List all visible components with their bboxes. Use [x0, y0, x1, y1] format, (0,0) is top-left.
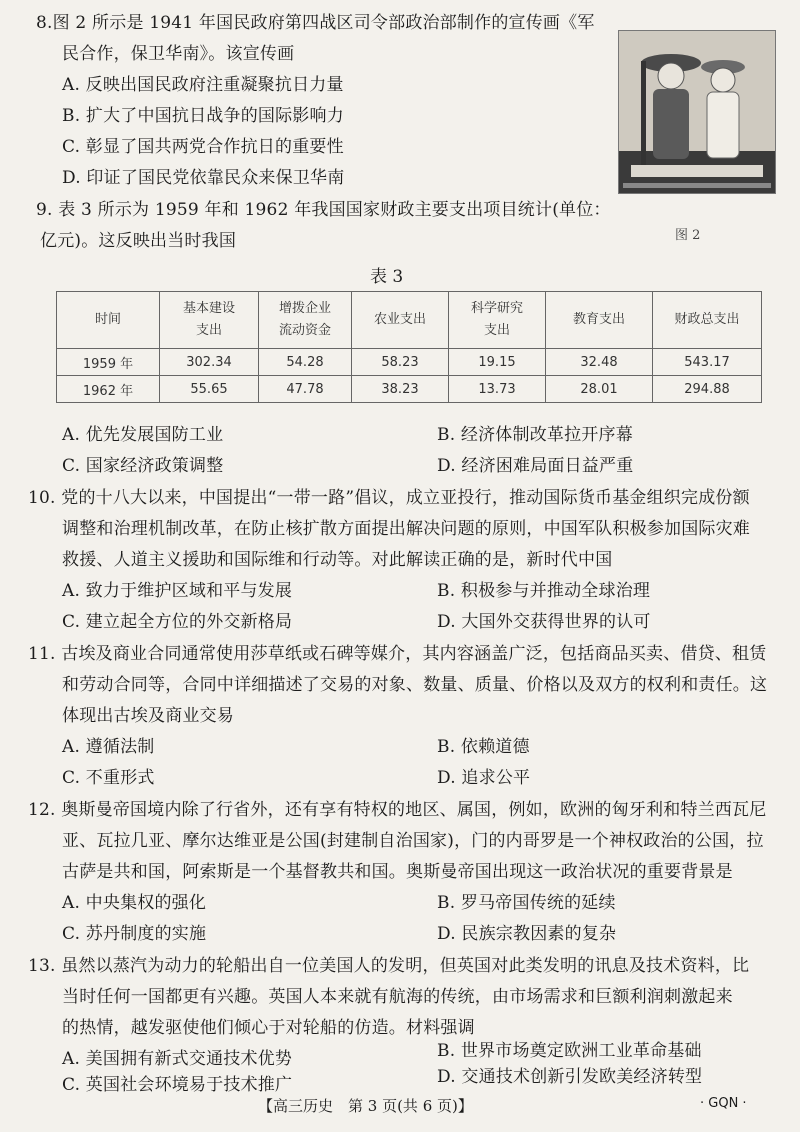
table-cell: 47.78	[259, 376, 352, 403]
q9-option-b: B. 经济体制改革拉开序幕	[437, 425, 633, 445]
q11-option-a: A. 遵循法制	[62, 737, 155, 757]
q12-stem-line-1: 12. 奥斯曼帝国境内除了行省外，还有享有特权的地区、属国，例如，欧洲的匈牙利和特兰西瓦尼	[28, 800, 767, 820]
header-capital-construction: 基本建设 支出	[160, 292, 259, 349]
q12-stem-line-3: 古萨是共和国，阿索斯是一个基督教共和国。奥斯曼帝国出现这一政治状况的重要背景是	[62, 862, 733, 882]
q13-option-b: B. 世界市场奠定欧洲工业革命基础	[437, 1041, 702, 1061]
page-footer: 【高三历史 第 3 页(共 6 页)】	[258, 1097, 473, 1115]
table-cell: 54.28	[259, 349, 352, 376]
table-cell: 1959 年	[57, 349, 160, 376]
q8-option-b: B. 扩大了中国抗日战争的国际影响力	[62, 106, 344, 126]
header-total-expenditure: 财政总支出	[653, 292, 762, 349]
q9-stem-line-1: 9. 表 3 所示为 1959 年和 1962 年我国国家财政主要支出项目统计(单位：	[36, 200, 611, 220]
header-science-research: 科学研究 支出	[449, 292, 546, 349]
q8-stem-line-2: 民合作，保卫华南》。该宣传画	[62, 44, 295, 64]
q10-option-b: B. 积极参与并推动全球治理	[437, 581, 651, 601]
q11-stem-line-2: 和劳动合同等，合同中详细描述了交易的对象、数量、质量、价格以及双方的权利和责任。这	[62, 675, 768, 695]
q11-option-d: D. 追求公平	[437, 768, 531, 788]
table-cell: 294.88	[653, 376, 762, 403]
q13-option-d: D. 交通技术创新引发欧美经济转型	[437, 1067, 703, 1087]
q10-option-c: C. 建立起全方位的外交新格局	[62, 612, 293, 632]
q10-option-a: A. 致力于维护区域和平与发展	[62, 581, 293, 601]
table-cell: 1962 年	[57, 376, 160, 403]
q8-stem-line-1: 8.图 2 所示是 1941 年国民政府第四战区司令部政治部制作的宣传画《军	[36, 13, 595, 33]
q11-option-b: B. 依赖道德	[437, 737, 530, 757]
q11-stem-line-1: 11. 古埃及商业合同通常使用莎草纸或石碑等媒介，其内容涵盖广泛，包括商品买卖、借贷、租赁	[28, 644, 767, 664]
q13-option-c: C. 英国社会环境易于技术推广	[62, 1075, 293, 1095]
q11-option-c: C. 不重形式	[62, 768, 155, 788]
table-3-title: 表 3	[370, 267, 404, 287]
q13-option-a: A. 美国拥有新式交通技术优势	[62, 1049, 293, 1069]
table-row	[57, 376, 762, 403]
q10-stem-line-3: 救援、人道主义援助和国际维和行动等。对此解读正确的是，新时代中国	[62, 550, 613, 570]
exam-code: · GQN ·	[700, 1096, 747, 1111]
q9-option-d: D. 经济困难局面日益严重	[437, 456, 634, 476]
header-education: 教育支出	[546, 292, 653, 349]
table-header-row	[57, 292, 762, 349]
q13-stem-line-1: 13. 虽然以蒸汽为动力的轮船出自一位美国人的发明，但英国对此类发明的讯息及技术资料，比	[28, 956, 750, 976]
q12-stem-line-2: 亚、瓦拉几亚、摩尔达维亚是公国(封建制自治国家)，门的内哥罗是一个神权政治的公国，拉	[62, 831, 764, 851]
q8-option-c: C. 彰显了国共两党合作抗日的重要性	[62, 137, 344, 157]
q12-option-c: C. 苏丹制度的实施	[62, 924, 207, 944]
header-working-capital: 增拨企业 流动资金	[259, 292, 352, 349]
table-row	[57, 349, 762, 376]
table-cell: 38.23	[352, 376, 449, 403]
table-cell: 58.23	[352, 349, 449, 376]
q12-option-d: D. 民族宗教因素的复杂	[437, 924, 617, 944]
table-cell: 55.65	[160, 376, 259, 403]
q10-stem-line-1: 10. 党的十八大以来，中国提出“一带一路”倡议，成立亚投行，推动国际货币基金组织完成份额	[28, 488, 750, 508]
q9-option-c: C. 国家经济政策调整	[62, 456, 224, 476]
q13-stem-line-2: 当时任何一国都更有兴趣。英国人本来就有航海的传统，由市场需求和巨额利润刺激起来	[62, 987, 733, 1007]
q12-option-b: B. 罗马帝国传统的延续	[437, 893, 616, 913]
table-cell: 302.34	[160, 349, 259, 376]
figure-2-caption: 图 2	[675, 228, 701, 243]
q10-option-d: D. 大国外交获得世界的认可	[437, 612, 651, 632]
q9-stem-line-2: 亿元)。这反映出当时我国	[40, 231, 237, 251]
finance-expenditure-table	[56, 291, 762, 403]
table-cell: 543.17	[653, 349, 762, 376]
propaganda-poster-image	[618, 30, 776, 194]
q13-stem-line-3: 的热情，越发驱使他们倾心于对轮船的仿造。材料强调	[62, 1018, 475, 1038]
header-agriculture: 农业支出	[352, 292, 449, 349]
table-cell: 28.01	[546, 376, 653, 403]
table-cell: 19.15	[449, 349, 546, 376]
table-cell: 13.73	[449, 376, 546, 403]
q8-option-d: D. 印证了国民党依靠民众来保卫华南	[62, 168, 345, 188]
table-cell: 32.48	[546, 349, 653, 376]
q9-option-a: A. 优先发展国防工业	[62, 425, 224, 445]
q12-option-a: A. 中央集权的强化	[62, 893, 207, 913]
q8-option-a: A. 反映出国民政府注重凝聚抗日力量	[62, 75, 344, 95]
q11-stem-line-3: 体现出古埃及商业交易	[62, 706, 234, 726]
poster-illustration	[619, 31, 775, 193]
header-time: 时间	[57, 292, 160, 349]
q10-stem-line-2: 调整和治理机制改革，在防止核扩散方面提出解决问题的原则，中国军队积极参加国际灾难	[62, 519, 750, 539]
